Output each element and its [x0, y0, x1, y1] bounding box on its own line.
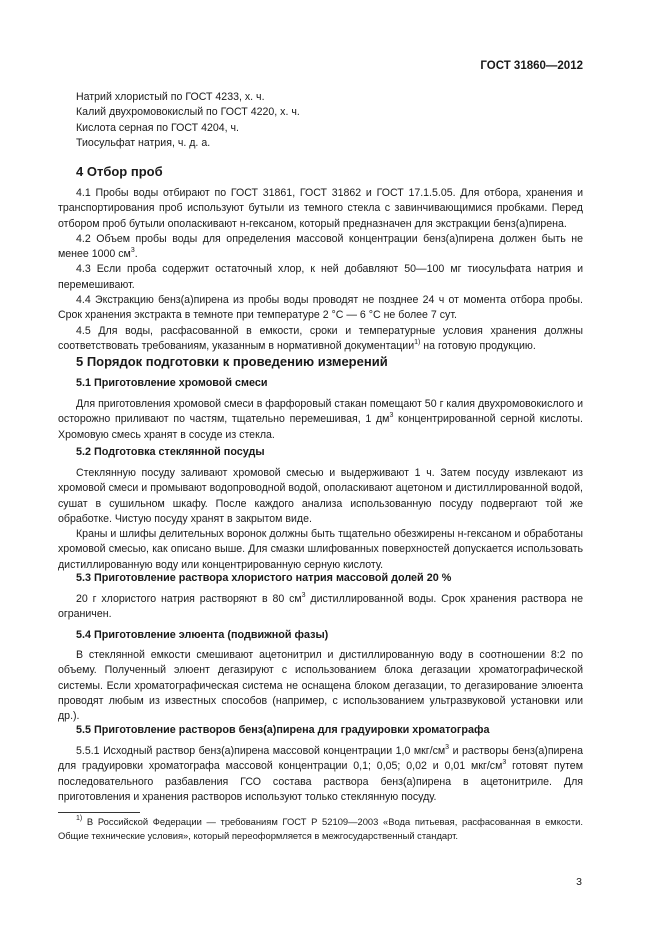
- reagent-item: Кислота серная по ГОСТ 4204, ч.: [76, 121, 239, 134]
- section-5-1-heading: 5.1 Приготовление хромовой смеси: [76, 377, 268, 389]
- reagent-list: [58, 90, 601, 151]
- section-4-body: [58, 186, 583, 354]
- paragraph-5-2-a: Стеклянную посуду заливают хромовой смесью и выдерживают 1 ч. Затем посуду извлекают из хромовой смеси и промывают водопроводной водой, ополаскивают ацетоном и дистиллированной водой, сушат в сушильном шкафу. После каждого анализа использованную посуду подвергают той же обработке. Чистую посуду хранят в закрытом виде.: [58, 467, 583, 525]
- section-5-2-heading: 5.2 Подготовка стеклянной посуды: [76, 446, 265, 458]
- paragraph-5-1: Для приготовления хромовой смеси в фарфоровый стакан помещают 50 г калия двухромовокислого и осторожно приливают по частям, тщательно перемешивая, 1 $дм^3$ концентрированной серной кислоты. Хромовую смесь хранят в сосуде из стекла.: [58, 398, 583, 441]
- section-5-2-body: [58, 466, 583, 573]
- footnote-divider: [58, 812, 140, 813]
- paragraph-5-5-1: 5.5.1 Исходный раствор бенз(а)пирена массовой концентрации 1,0 мкг/$см^3$ и растворы бенз(а)пирена для градуировки хроматографа массовой концентрации 0,1; 0,05; 0,02 и 0,01 мкг/$см^3$ готовят путем последовательного разбавления ГСО состава раствора бенз(а)пирена в ацетонитриле. Для приготовления и хранения растворов используют только стеклянную посуду.: [58, 743, 584, 803]
- paragraph-4-5: 4.5 Для воды, расфасованной в емкости, сроки и температурные условия хранения должны соответствовать требованиям, указанным в нормативной документации$^{1)}$ на готовую продукцию.: [58, 324, 583, 352]
- paragraph-4-4: 4.4 Экстракцию бенз(а)пирена из пробы воды проводят не позднее 24 ч от момента отбора пробы. Срок хранения экстракта в темноте при температуре 2 °С — 6 °С не более 7 сут.: [58, 294, 583, 322]
- paragraph-5-2-b: Краны и шлифы делительных воронок должны быть тщательно обезжирены н-гексаном и обработаны хромовой смесью, как описано выше. Для смазки шлифованных поверхностей допускается использовать дистиллированную воду или концентрированную серную кислоту.: [58, 528, 583, 571]
- section-5-4-heading: 5.4 Приготовление элюента (подвижной фазы): [76, 629, 329, 641]
- paragraph-4-1: 4.1 Пробы воды отбирают по ГОСТ 31861, ГОСТ 31862 и ГОСТ 17.1.5.05. Для отбора, хранения и транспортирования проб используют бутыли из темного стекла с завинчивающимися пробками. Перед отбором проб бутыли ополаскивают н-гексаном, который предназначен для экстракции бенз(а)пирена.: [58, 187, 583, 230]
- page-number: 3: [576, 876, 582, 888]
- section-5-3-body: [58, 592, 583, 623]
- footnote-text: В Российской Федерации — требованиям ГОСТ Р 52109—2003 «Вода питьевая, расфасованная в емкости. Общие технические условия», который переоформляется в межгосударственный стандарт.: [58, 816, 583, 841]
- section-5-3-heading: 5.3 Приготовление раствора хлористого натрия массовой долей 20 %: [76, 572, 452, 584]
- footnote: [58, 815, 583, 842]
- paragraph-4-2: 4.2 Объем пробы воды для определения массовой концентрации бенз(а)пирена должен быть не менее 1000 $см^3$.: [58, 232, 583, 261]
- section-5-4-body: [58, 648, 583, 724]
- section-4-heading: 4 Отбор проб: [76, 164, 163, 179]
- reagent-item: Натрий хлористый по ГОСТ 4233, х. ч.: [76, 91, 265, 103]
- footnote-reference[interactable]: 1): [414, 338, 421, 346]
- section-5-5-heading: 5.5 Приготовление растворов бенз(а)пирена для градуировки хроматографа: [76, 724, 490, 736]
- footnote-mark: 1): [76, 815, 83, 823]
- reagent-item: Калий двухромовокислый по ГОСТ 4220, х. ч.: [76, 106, 300, 119]
- paragraph-5-3: 20 г хлористого натрия растворяют в 80 $см^3$ дистиллированной воды. Срок хранения раствора не ограничен.: [58, 591, 583, 621]
- paragraph-5-4: В стеклянной емкости смешивают ацетонитрил и дистиллированную воду в соотношении 8:2 по объему. Полученный элюент дегазируют с использованием блока дегазации хроматографической системы. Если хроматографическая система не оснащена блоком дегазации, то дегазирование элюента проводят любым из известных способов (например, с использованием ультразвуковой установки или др.).: [58, 649, 583, 723]
- reagent-item: Тиосульфат натрия, ч. д. а.: [76, 136, 211, 149]
- section-5-heading: 5 Порядок подготовки к проведению измерений: [76, 354, 388, 369]
- document-id: ГОСТ 31860—2012: [480, 60, 583, 72]
- section-5-1-body: [58, 397, 583, 443]
- section-5-5-body: [58, 744, 583, 805]
- paragraph-4-3: 4.3 Если проба содержит остаточный хлор, к ней добавляют 50—100 мг тиосульфата натрия и перемешивают.: [58, 263, 583, 291]
